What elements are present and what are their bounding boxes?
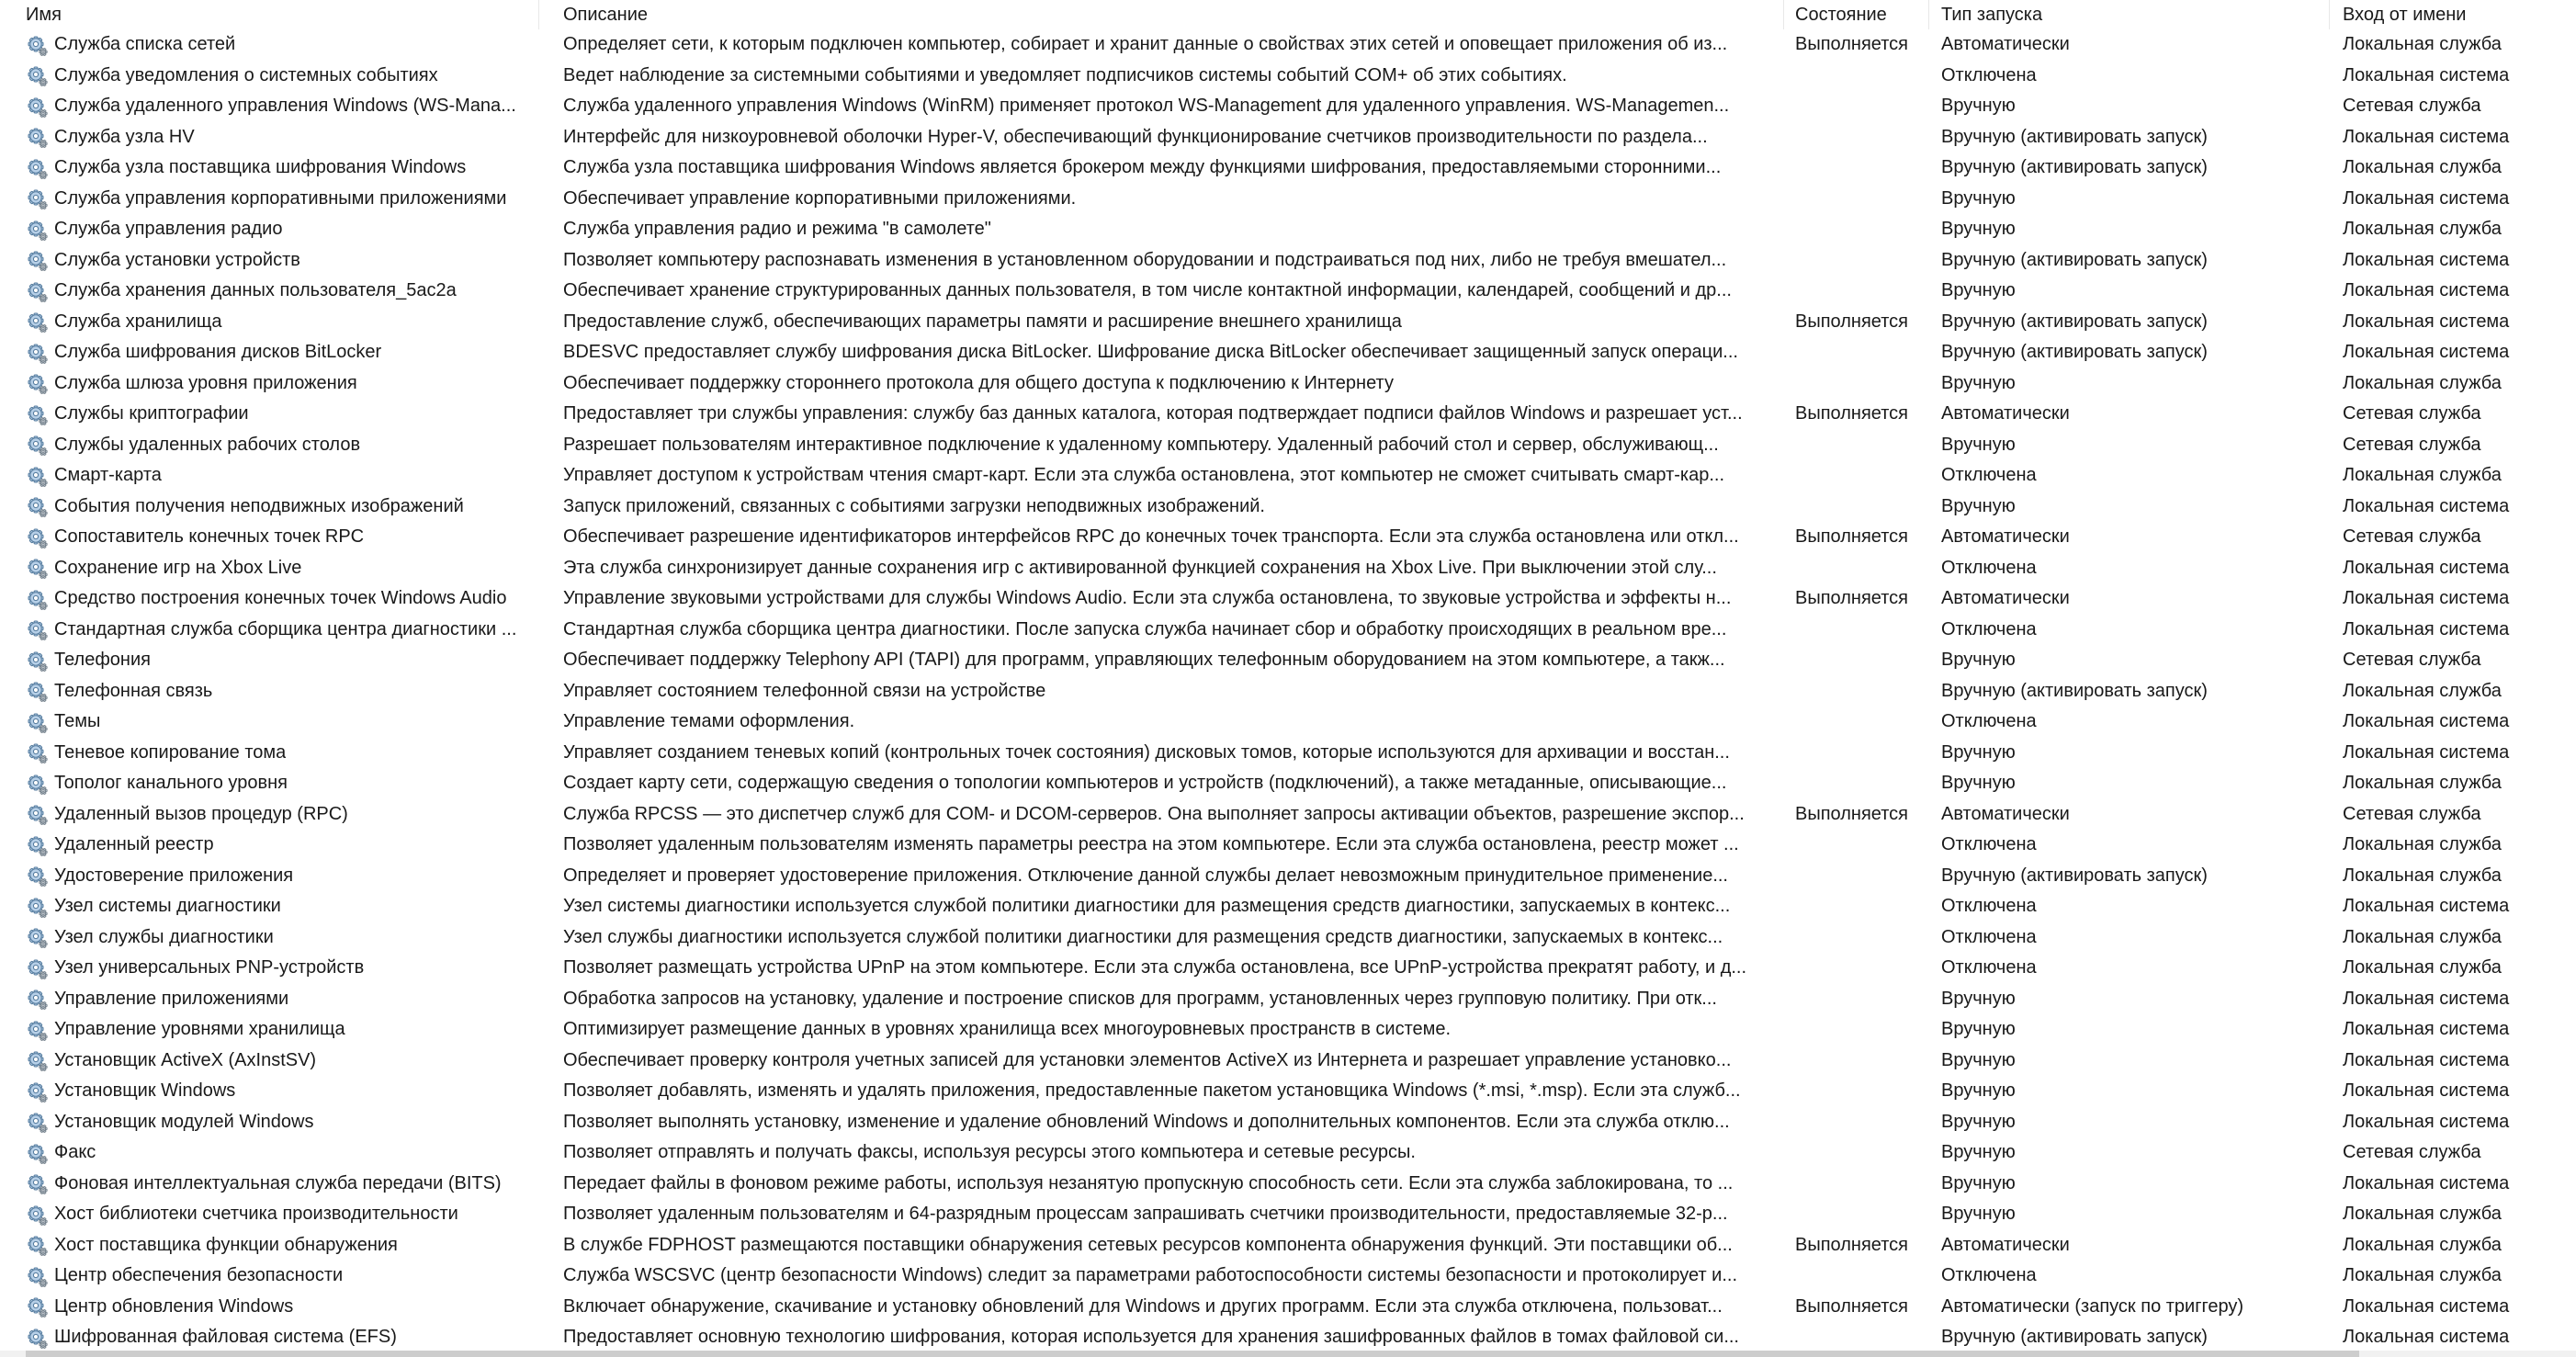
gear-icon [26,618,48,640]
service-description: Позволяет компьютеру распознавать изменения в установленном оборудовании и подстраиваться под них, либо не требуя вмешател... [563,249,1727,270]
service-startup-type: Вручную (активировать запуск) [1941,680,2208,701]
gear-icon [26,680,48,702]
table-row[interactable] [0,891,2576,922]
service-startup-type: Вручную (активировать запуск) [1941,311,2208,332]
gear-icon [26,865,48,887]
column-header-row [0,0,2576,29]
service-startup-type: Вручную (активировать запуск) [1941,249,2208,270]
service-description: Обеспечивает поддержку стороннего протокола для общего доступа к подключению к Интернету [563,372,1394,393]
service-logon-as: Локальная система [2343,342,2510,362]
gear-icon [26,1204,48,1226]
service-description: Служба RPCSS — это диспетчер служб для COM- и DCOM-серверов. Она выполняет запросы активации объектов, разрешение экспор... [563,803,1745,824]
service-name: Узел системы диагностики [54,896,281,916]
service-description: В службе FDPHOST размещаются поставщики обнаружения сетевых ресурсов компонента обнаружения функций. Эти поставщики об... [563,1234,1733,1255]
service-description: Позволяет удаленным пользователям изменять параметры реестра на этом компьютере. Если эта служба остановлена, реестр может ... [563,834,1739,854]
service-startup-type: Отключена [1941,64,2037,85]
service-description: Управляет состоянием телефонной связи на устройстве [563,680,1046,701]
table-row[interactable] [0,29,2576,61]
service-description: Определяет и проверяет удостоверение приложения. Отключение данной службы делает невозможным принудительное применение... [563,865,1728,886]
service-startup-type: Вручную [1941,219,2016,239]
table-row[interactable] [0,276,2576,307]
horizontal-scrollbar-thumb[interactable] [26,1351,2359,1357]
service-name: Центр обновления Windows [54,1295,294,1317]
service-logon-as: Локальная служба [2343,1234,2502,1255]
service-startup-type: Вручную [1941,187,2016,209]
service-name: Установщик модулей Windows [54,1111,314,1132]
table-row[interactable] [0,91,2576,122]
service-startup-type: Отключена [1941,618,2037,639]
service-logon-as: Локальная система [2343,495,2510,516]
gear-icon [26,1080,48,1103]
service-logon-as: Локальная система [2343,311,2510,332]
gear-icon [26,1019,48,1041]
service-name: Служба списка сетей [54,34,236,54]
service-startup-type: Отключена [1941,711,2037,731]
service-name: Служба хранилища [54,311,222,332]
table-row[interactable] [0,307,2576,338]
service-description: Узел службы диагностики используется службой политики диагностики для размещения средств диагностики, запускаемых в контекс... [563,926,1723,947]
table-row[interactable] [0,922,2576,954]
service-startup-type: Вручную [1941,650,2016,670]
table-row[interactable] [0,1014,2576,1046]
service-logon-as: Локальная система [2343,187,2510,209]
gear-icon [26,957,48,979]
service-startup-type: Вручную [1941,1172,2016,1193]
gear-icon [26,96,48,118]
service-name: Темы [54,711,101,731]
service-name: Хост поставщика функции обнаружения [54,1234,398,1255]
service-startup-type: Вручную [1941,280,2016,300]
gear-icon [26,434,48,456]
table-row[interactable] [0,337,2576,368]
service-name: Телефония [54,650,151,670]
service-description: Управляет созданием теневых копий (контрольных точек состояния) дисковых томов, которые используются для архивации и восстан... [563,741,1730,763]
gear-icon [26,465,48,487]
service-description: Позволяет отправлять и получать факсы, используя ресурсы этого компьютера и сетевые ресурсы. [563,1142,1416,1162]
table-row[interactable] [0,1199,2576,1230]
service-startup-type: Отключена [1941,465,2037,485]
service-description: Стандартная служба сборщика центра диагностики. После запуска служба начинает сбор и обработку происходящих в реальном вре... [563,618,1727,639]
column-header-name[interactable]: Имя [0,0,539,29]
service-name: Служба уведомления о системных событиях [54,64,438,85]
service-startup-type: Автоматически [1941,34,2070,54]
service-status: Выполняется [1795,311,1908,332]
service-startup-type: Автоматически [1941,403,2070,424]
table-row[interactable] [0,1076,2576,1107]
service-logon-as: Локальная система [2343,711,2510,731]
service-description: Предоставляет основную технологию шифрования, которая используется для хранения зашифрованных файлов в томах файловой си... [563,1327,1739,1347]
service-logon-as: Локальная система [2343,1295,2510,1317]
service-logon-as: Сетевая служба [2343,434,2481,455]
service-description: Управление темами оформления. [563,711,855,731]
service-description: Позволяет удаленным пользователям и 64-разрядным процессам запрашивать счетчики производительности, предоставляемые 32-р... [563,1204,1728,1224]
service-name: Служба шлюза уровня приложения [54,372,357,393]
service-startup-type: Вручную (активировать запуск) [1941,126,2208,147]
gear-icon [26,926,48,948]
table-row[interactable] [0,1137,2576,1169]
service-description: Запуск приложений, связанных с событиями загрузки неподвижных изображений. [563,495,1265,516]
service-startup-type: Вручную (активировать запуск) [1941,157,2208,177]
service-name: Узел службы диагностики [54,926,274,947]
table-row[interactable] [0,768,2576,799]
column-header-description[interactable]: Описание [539,0,1784,29]
gear-icon [26,711,48,733]
gear-icon [26,1234,48,1256]
service-logon-as: Локальная система [2343,988,2510,1009]
service-description: Служба управления радио и режима "в самолете" [563,219,991,239]
gear-icon [26,495,48,517]
service-name: Стандартная служба сборщика центра диагностики ... [54,618,517,639]
service-startup-type: Автоматически [1941,803,2070,824]
service-description: Разрешает пользователям интерактивное подключение к удаленному компьютеру. Удаленный рабочий стол и сервер, обслуживающ... [563,434,1719,455]
table-row[interactable] [0,861,2576,892]
service-logon-as: Локальная система [2343,557,2510,578]
service-description: Интерфейс для низкоуровневой оболочки Hyper-V, обеспечивающий функционирование счетчиков производительности по раздела... [563,126,1708,147]
service-startup-type: Вручную [1941,1049,2016,1070]
service-startup-type: Вручную [1941,988,2016,1009]
gear-icon [26,187,48,209]
service-description: Передает файлы в фоновом режиме работы, используя незанятую пропускную способность сети. Если эта служба заблокирована, то ... [563,1172,1734,1193]
service-startup-type: Вручную [1941,741,2016,763]
service-name: Хост библиотеки счетчика производительности [54,1204,458,1224]
table-row[interactable] [0,460,2576,492]
service-name: Центр обеспечения безопасности [54,1265,344,1285]
gear-icon [26,1049,48,1071]
table-row[interactable] [0,799,2576,831]
gear-icon [26,1327,48,1349]
service-name: Служба управления корпоративными приложениями [54,187,507,209]
gear-icon [26,896,48,918]
service-status: Выполняется [1795,34,1908,54]
service-name: Служба узла поставщика шифрования Windows [54,157,467,177]
service-description: Служба удаленного управления Windows (WinRM) применяет протокол WS-Management для удаленного управления. WS-Managemen... [563,96,1730,116]
service-logon-as: Локальная система [2343,741,2510,763]
service-logon-as: Локальная служба [2343,465,2502,485]
service-status: Выполняется [1795,803,1908,824]
service-description: Оптимизирует размещение данных в уровнях хранилища всех многоуровневых пространств в системе. [563,1019,1452,1039]
service-description: Создает карту сети, содержащую сведения о топологии компьютеров и устройств (подключений), а также метаданные, описывающие... [563,773,1727,793]
service-description: Определяет сети, к которым подключен компьютер, собирает и хранит данные о свойствах этих сетей и оповещает приложения об из... [563,34,1728,54]
gear-icon [26,311,48,333]
service-name: Служба хранения данных пользователя_5ac2a [54,280,457,300]
gear-icon [26,34,48,56]
table-row[interactable] [0,984,2576,1015]
service-name: Сопоставитель конечных точек RPC [54,526,365,547]
gear-icon [26,1142,48,1164]
service-startup-type: Вручную [1941,96,2016,116]
table-row[interactable] [0,492,2576,523]
service-startup-type: Вручную [1941,1019,2016,1039]
service-description: Предоставляет три службы управления: службу баз данных каталога, которая подтверждает подписи файлов Windows и разрешает уст... [563,403,1743,424]
service-description: Обеспечивает разрешение идентификаторов интерфейсов RPC до конечных точек транспорта. Если эта служба остановлена или откл... [563,526,1739,547]
service-logon-as: Сетевая служба [2343,96,2481,116]
gear-icon [26,372,48,394]
table-row[interactable] [0,1292,2576,1323]
service-description: Обработка запросов на установку, удаление и построение списков для программ, установленных через групповую политику. При отк... [563,988,1717,1009]
gear-icon [26,403,48,425]
service-name: Телефонная связь [54,680,213,701]
service-logon-as: Локальная система [2343,618,2510,639]
table-row[interactable] [0,830,2576,861]
service-description: Управляет доступом к устройствам чтения смарт-карт. Если эта служба остановлена, этот компьютер не сможет считывать смарт-кар... [563,465,1725,485]
gear-icon [26,1172,48,1194]
table-row[interactable] [0,368,2576,400]
gear-icon [26,741,48,763]
service-name: Тополог канального уровня [54,773,288,793]
service-logon-as: Локальная система [2343,1327,2510,1347]
service-logon-as: Локальная система [2343,896,2510,916]
service-name: Удаленный реестр [54,834,214,854]
service-name: Управление уровнями хранилища [54,1019,345,1039]
gear-icon [26,1265,48,1287]
service-name: Установщик Windows [54,1080,236,1101]
service-startup-type: Вручную (активировать запуск) [1941,865,2208,886]
gear-icon [26,773,48,795]
table-row[interactable] [0,122,2576,153]
table-row[interactable] [0,1107,2576,1138]
service-startup-type: Вручную [1941,434,2016,455]
service-logon-as: Локальная служба [2343,773,2502,793]
service-name: Фоновая интеллектуальная служба передачи (BITS) [54,1172,502,1193]
service-logon-as: Локальная система [2343,64,2510,85]
table-row[interactable] [0,707,2576,738]
service-startup-type: Автоматически (запуск по триггеру) [1941,1295,2244,1317]
service-name: Службы криптографии [54,403,249,424]
service-name: Службы удаленных рабочих столов [54,434,361,455]
service-name: Служба управления радио [54,219,283,239]
table-row[interactable] [0,522,2576,553]
service-logon-as: Локальная служба [2343,372,2502,393]
service-startup-type: Вручную [1941,1142,2016,1162]
service-logon-as: Сетевая служба [2343,650,2481,670]
service-startup-type: Вручную (активировать запуск) [1941,1327,2208,1347]
service-description: Обеспечивает проверку контроля учетных записей для установки элементов ActiveX из Интернета и разрешает управление установко... [563,1049,1732,1070]
column-header-startup-type[interactable]: Тип запуска [1929,0,2330,29]
service-startup-type: Отключена [1941,557,2037,578]
table-row[interactable] [0,153,2576,184]
gear-icon [26,526,48,548]
service-logon-as: Локальная служба [2343,157,2502,177]
service-startup-type: Отключена [1941,926,2037,947]
service-startup-type: Вручную [1941,495,2016,516]
service-startup-type: Автоматически [1941,588,2070,608]
service-description: Обеспечивает поддержку Telephony API (TAPI) для программ, управляющих телефонным оборудованием на этом компьютере, а такж... [563,650,1725,670]
service-logon-as: Локальная служба [2343,957,2502,978]
horizontal-scrollbar[interactable] [0,1351,2576,1357]
table-row[interactable] [0,1261,2576,1292]
table-row[interactable] [0,615,2576,646]
table-row[interactable] [0,245,2576,277]
gear-icon [26,126,48,148]
service-logon-as: Локальная служба [2343,865,2502,886]
service-status: Выполняется [1795,403,1908,424]
service-description: Служба WSCSVC (центр безопасности Windows) следит за параметрами работоспособности системы безопасности и протоколирует и... [563,1265,1738,1285]
table-row[interactable] [0,1322,2576,1353]
service-logon-as: Локальная система [2343,1080,2510,1101]
gear-icon [26,557,48,579]
table-row[interactable] [0,738,2576,769]
column-header-status[interactable]: Состояние [1784,0,1929,29]
service-logon-as: Локальная система [2343,1049,2510,1070]
gear-icon [26,588,48,610]
service-description: Управление звуковыми устройствами для службы Windows Audio. Если эта служба остановлена, то звуковые устройства и эффекты н... [563,588,1732,608]
service-description: Предоставление служб, обеспечивающих параметры памяти и расширение внешнего хранилища [563,311,1402,332]
table-row[interactable] [0,399,2576,430]
service-startup-type: Отключена [1941,896,2037,916]
table-row[interactable] [0,214,2576,245]
service-logon-as: Локальная служба [2343,1265,2502,1285]
service-status: Выполняется [1795,1234,1908,1255]
service-logon-as: Сетевая служба [2343,526,2481,547]
service-name: Смарт-карта [54,465,162,485]
service-startup-type: Автоматически [1941,526,2070,547]
service-logon-as: Сетевая служба [2343,803,2481,824]
service-startup-type: Отключена [1941,957,2037,978]
service-startup-type: Вручную (активировать запуск) [1941,342,2208,362]
gear-icon [26,157,48,179]
service-description: Эта служба синхронизирует данные сохранения игр с активированной функцией сохранения на Xbox Live. При выключении этой слу... [563,557,1717,578]
table-row[interactable] [0,1230,2576,1261]
service-name: Средство построения конечных точек Windows Audio [54,588,507,608]
service-name: Служба установки устройств [54,249,300,270]
service-description: Включает обнаружение, скачивание и установку обновлений для Windows и других программ. Если эта служба отключена, пользоват... [563,1295,1723,1317]
gear-icon [26,988,48,1010]
service-description: Обеспечивает управление корпоративными приложениями. [563,187,1077,209]
services-list [0,29,2576,1353]
service-name: События получения неподвижных изображений [54,495,464,516]
service-logon-as: Сетевая служба [2343,1142,2481,1162]
table-row[interactable] [0,184,2576,215]
service-logon-as: Локальная система [2343,1019,2510,1039]
service-name: Служба удаленного управления Windows (WS-Mana... [54,96,516,116]
service-name: Факс [54,1142,96,1162]
service-logon-as: Локальная система [2343,280,2510,300]
service-startup-type: Вручную [1941,1204,2016,1224]
service-logon-as: Локальная служба [2343,680,2502,701]
service-description: BDESVC предоставляет службу шифрования диска BitLocker. Шифрование диска BitLocker обеспечивает защищенный запуск операци... [563,342,1738,362]
service-logon-as: Локальная система [2343,249,2510,270]
service-logon-as: Локальная служба [2343,926,2502,947]
service-description: Позволяет размещать устройства UPnP на этом компьютере. Если эта служба остановлена, все UPnP-устройства прекратят работу, и д... [563,957,1747,978]
gear-icon [26,803,48,825]
gear-icon [26,64,48,86]
table-row[interactable] [0,645,2576,676]
service-startup-type: Вручную [1941,372,2016,393]
gear-icon [26,342,48,364]
service-description: Обеспечивает хранение структурированных данных пользователя, в том числе контактной информации, календарей, сообщений и др... [563,280,1732,300]
gear-icon [26,280,48,302]
table-row[interactable] [0,430,2576,461]
gear-icon [26,650,48,672]
service-logon-as: Локальная служба [2343,219,2502,239]
table-row[interactable] [0,676,2576,707]
table-row[interactable] [0,583,2576,615]
service-name: Сохранение игр на Xbox Live [54,557,302,578]
table-row[interactable] [0,953,2576,984]
service-description: Ведет наблюдение за системными событиями и уведомляет подписчиков системы событий COM+ об этих событиях. [563,64,1567,85]
table-row[interactable] [0,1169,2576,1200]
service-logon-as: Локальная система [2343,588,2510,608]
service-description: Позволяет добавлять, изменять и удалять приложения, предоставленные пакетом установщика Windows (*.msi, *.msp). Если эта служб... [563,1080,1741,1101]
service-description: Позволяет выполнять установку, изменение и удаление обновлений Windows и дополнительных компонентов. Если эта служба отклю... [563,1111,1730,1132]
service-description: Узел системы диагностики используется службой политики диагностики для размещения средств диагностики, запускаемых в контекс... [563,896,1731,916]
gear-icon [26,219,48,241]
service-logon-as: Локальная служба [2343,1204,2502,1224]
service-startup-type: Вручную [1941,1080,2016,1101]
service-logon-as: Локальная система [2343,126,2510,147]
service-name: Служба шифрования дисков BitLocker [54,342,382,362]
service-name: Удостоверение приложения [54,865,294,886]
service-startup-type: Отключена [1941,834,2037,854]
gear-icon [26,1111,48,1133]
table-row[interactable] [0,1046,2576,1077]
service-name: Узел универсальных PNP-устройств [54,957,365,978]
service-status: Выполняется [1795,526,1908,547]
service-status: Выполняется [1795,588,1908,608]
service-status: Выполняется [1795,1295,1908,1317]
column-header-logon-as[interactable]: Вход от имени [2330,0,2576,29]
gear-icon [26,834,48,856]
service-logon-as: Локальная система [2343,1172,2510,1193]
service-startup-type: Отключена [1941,1265,2037,1285]
service-startup-type: Вручную [1941,1111,2016,1132]
service-name: Установщик ActiveX (AxInstSV) [54,1049,317,1070]
service-startup-type: Вручную [1941,773,2016,793]
service-startup-type: Автоматически [1941,1234,2070,1255]
gear-icon [26,249,48,271]
service-name: Управление приложениями [54,988,289,1009]
service-name: Шифрованная файловая система (EFS) [54,1327,397,1347]
service-name: Теневое копирование тома [54,741,287,763]
service-logon-as: Локальная служба [2343,34,2502,54]
service-description: Служба узла поставщика шифрования Windows является брокером между функциями шифрования, предоставляемыми сторонними... [563,157,1722,177]
service-name: Удаленный вызов процедур (RPC) [54,803,348,824]
service-logon-as: Сетевая служба [2343,403,2481,424]
gear-icon [26,1295,48,1317]
service-logon-as: Локальная служба [2343,834,2502,854]
table-row[interactable] [0,61,2576,92]
table-row[interactable] [0,553,2576,584]
service-name: Служба узла HV [54,126,195,147]
service-logon-as: Локальная система [2343,1111,2510,1132]
